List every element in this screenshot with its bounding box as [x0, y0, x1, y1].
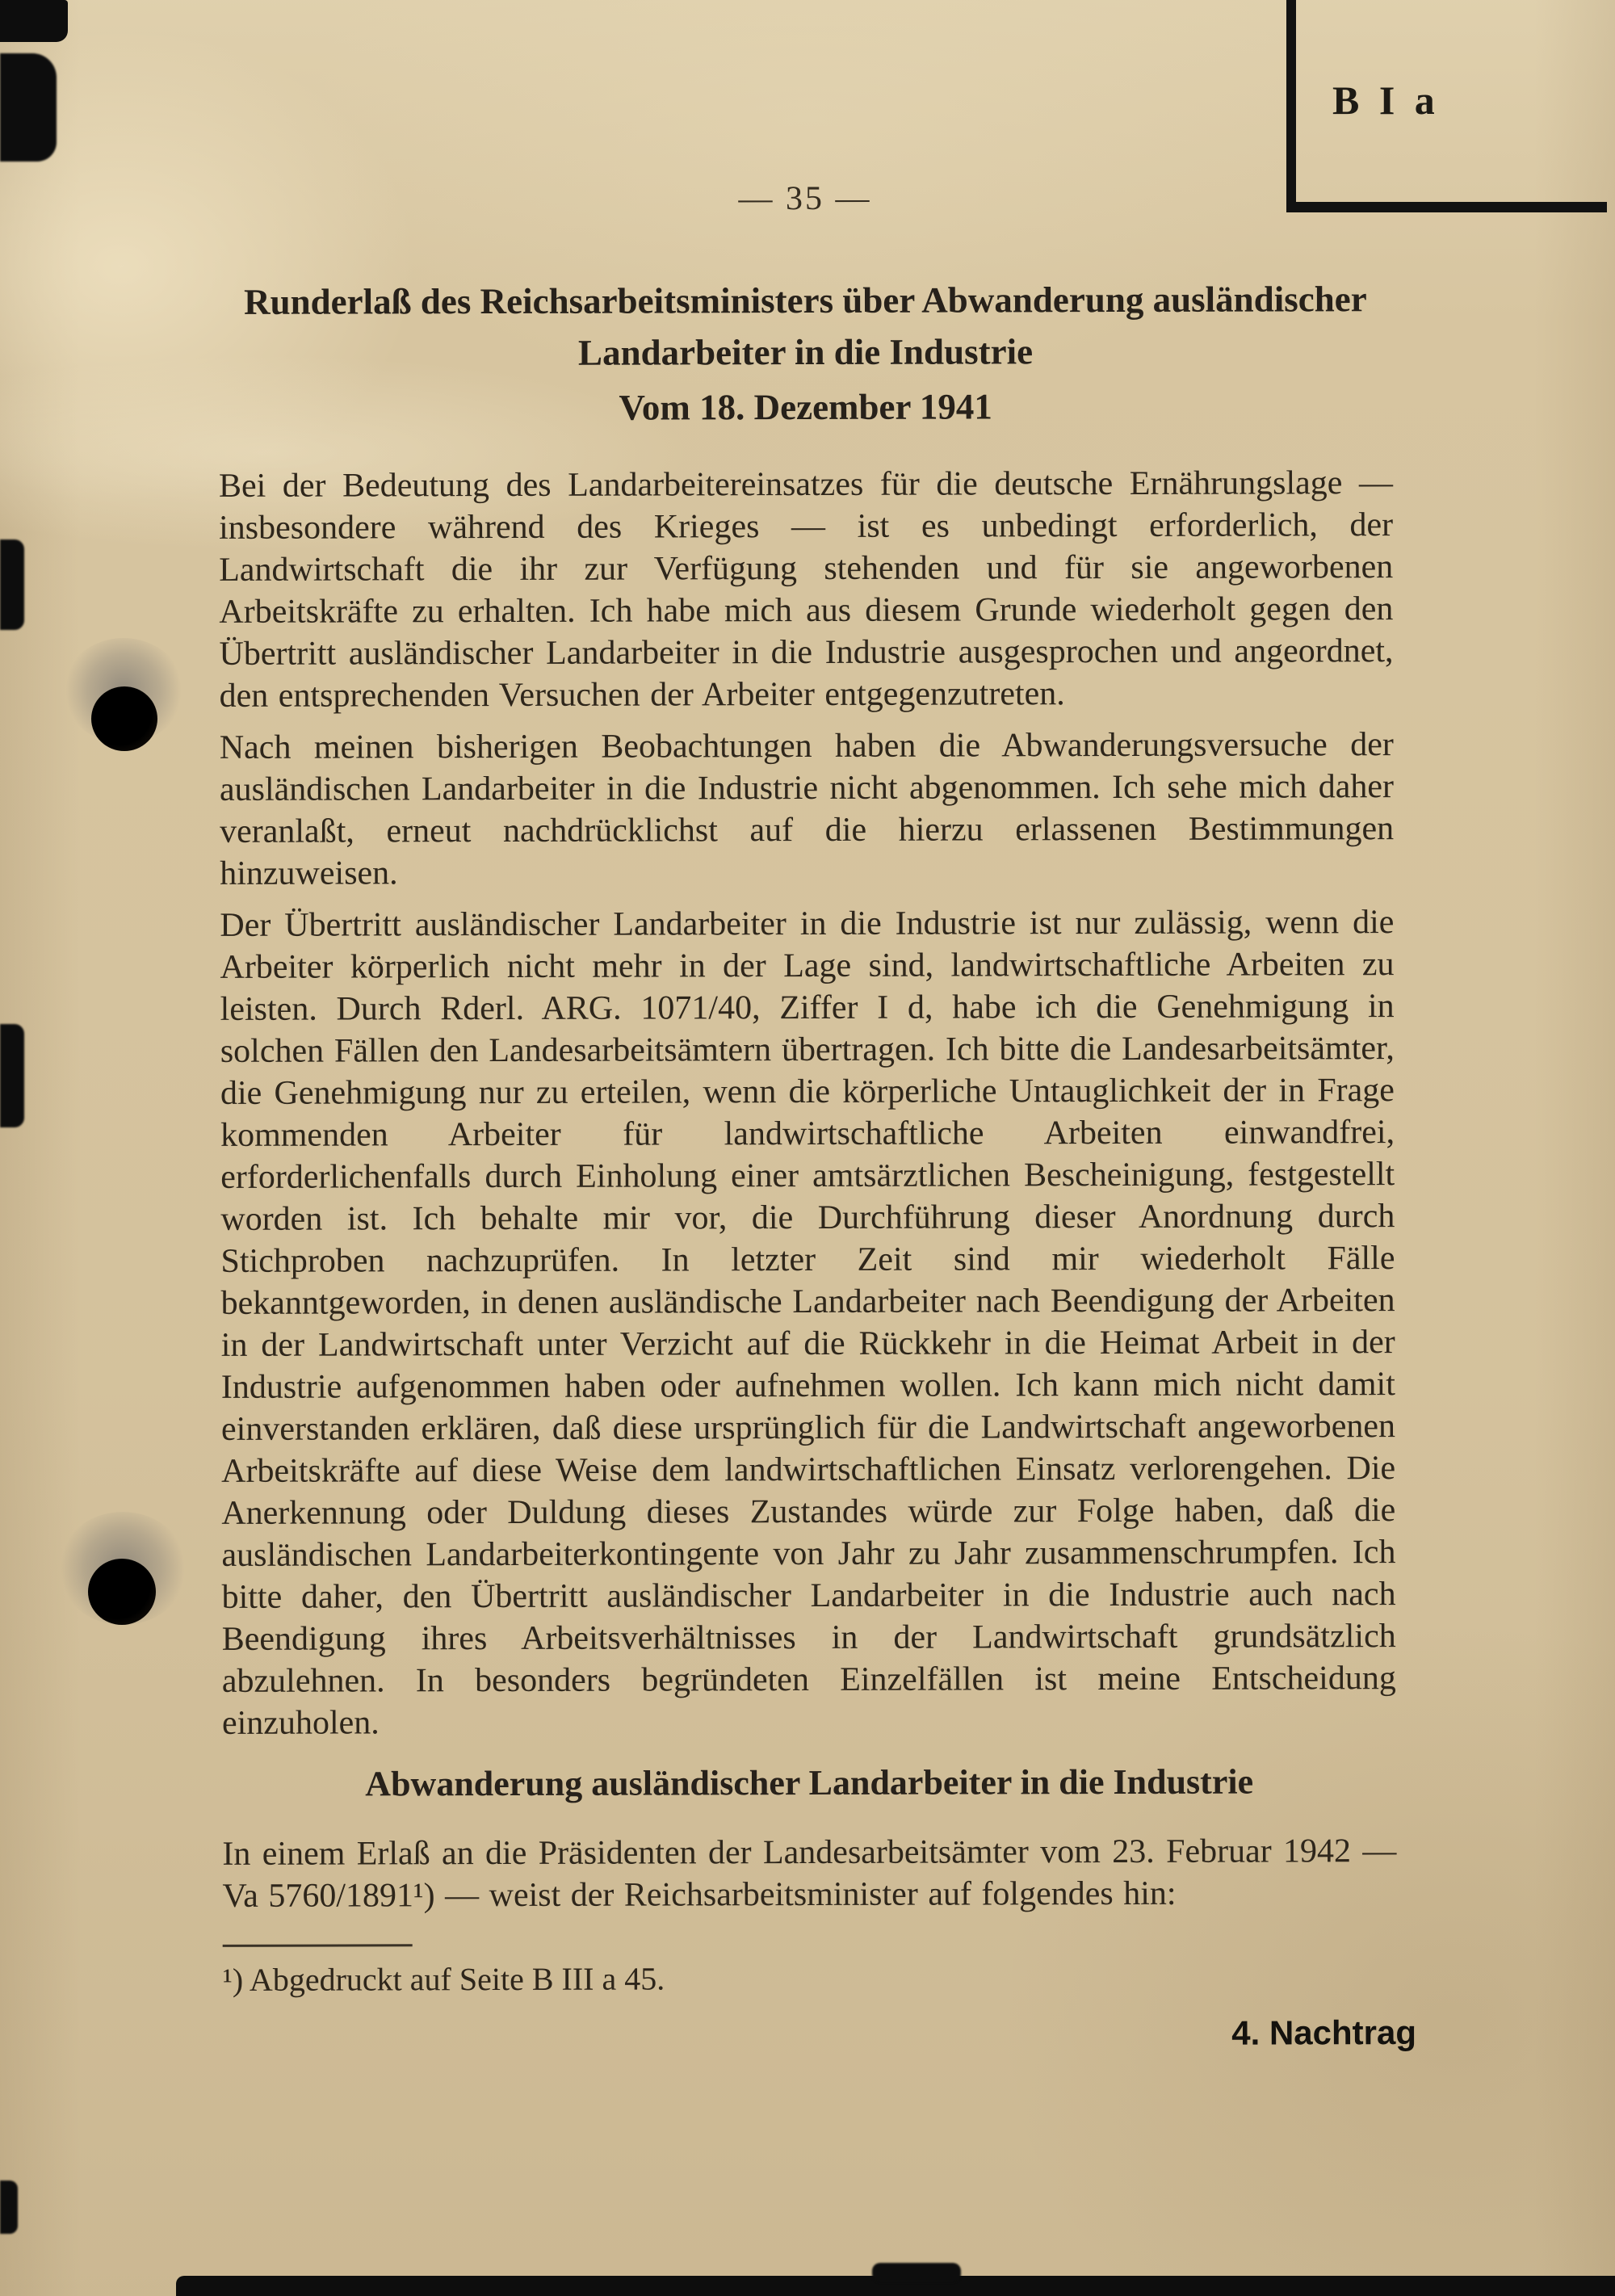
body-paragraph-2: Nach meinen bisherigen Beobachtungen haben die Abwanderungsversuche der ausländischen Landarbeiter in die Industrie nicht abgenommen. Ich sehe mich daher veranlaßt, erneut nachdrücklichst auf die hierzu erlassenen Bestimmungen hinzuweisen.: [219, 726, 1395, 892]
scan-artifact-bottom-nub: [872, 2263, 961, 2282]
section-label: B I a: [1332, 78, 1440, 123]
intro-paragraph: In einem Erlaß an die Präsidenten der Landesarbeitsämter vom 23. Februar 1942 — Va 5760/1891¹) — weist der Reichsarbeitsminister auf folgendes hin:: [222, 1832, 1397, 1915]
scan-artifact-left-edge-1: [0, 539, 24, 630]
document-date: Vom 18. Dezember 1941: [619, 386, 992, 428]
title-line-2: Landarbeiter in die Industrie: [577, 331, 1034, 373]
supplement-label: 4. Nachtrag: [1231, 2013, 1417, 2052]
document-body: [219, 462, 1396, 1744]
scan-artifact-top-left-2: [0, 53, 57, 162]
scan-artifact-left-edge-2: [0, 1024, 24, 1127]
section-intro: [222, 1830, 1396, 1917]
punch-hole-bottom: [88, 1559, 156, 1625]
footnote-block: [223, 1941, 1397, 2000]
title-line-1: Runderlaß des Reichsarbeitsministers über Abwanderung ausländischer: [243, 279, 1367, 322]
scan-artifact-left-edge-3: [0, 2181, 18, 2234]
footnote-rule: [223, 1944, 413, 1947]
document-content: [218, 178, 1417, 2055]
body-paragraph-1: Bei der Bedeutung des Landarbeitereinsatzes für die deutsche Ernährungslage — insbesondere während des Krieges — ist es unbedingt erforderlich, der Landwirtschaft die ihr zur Verfügung stehenden und für sie angeworbenen Arbeitskräfte zu erhalten. Ich habe mich aus diesem Grunde wiederholt gegen den Übertritt ausländischer Landarbeiter in die Industrie ausgesprochen und angeordnet, den entsprechenden Versuchen der Arbeiter entgegenzutreten.: [218, 464, 1394, 715]
page-number: — 35 —: [738, 179, 872, 218]
punch-hole-top: [91, 686, 157, 751]
body-paragraph-3: Der Übertritt ausländischer Landarbeiter in die Industrie ist nur zulässig, wenn die Arbeiter körperlich nicht mehr in der Lage sind, landwirtschaftliche Arbeiten zu leisten. Durch Rderl. ARG. 1071/40, Ziffer I d, habe ich die Genehmigung in solchen Fällen den Landesarbeitsämtern übertragen. Ich bitte die Landesarbeitsämter, die Genehmigung nur zu erteilen, wenn die körperliche Untauglichkeit der in Frage kommenden Arbeiter für landwirtschaftliche Arbeiten einwandfrei, erforderlichenfalls durch Einholung einer amtsärztlichen Bescheinigung, festgestellt worden ist. Ich behalte mir vor, die Durchführung dieser Anordnung durch Stichproben nachzuprüfen. In letzter Zeit sind mir wiederholt Fälle bekanntgeworden, in denen ausländische Landarbeiter nach Beendigung der Arbeiten in der Landwirtschaft unter Verzicht auf die Rückkehr in die Heimat Arbeit in der Industrie aufgenommen haben oder aufnehmen wollen. Ich kann mich nicht damit einverstanden erklären, daß diese ursprünglich für die Landwirtschaft angeworbenen Arbeitskräfte auf diese Weise dem landwirtschaftlichen Einsatz verlorengehen. Die Anerkennung oder Duldung dieses Zustandes würde zur Folge haben, daß die ausländischen Landarbeiterkontingente von Jahr zu Jahr zusammenschrumpfen. Ich bitte daher, den Übertritt ausländischer Landarbeiter in die Industrie auch nach Beendigung ihres Arbeitsverhältnisses in der Landwirtschaft grundsätzlich abzulehnen. In besonders begründeten Einzelfällen ist meine Entscheidung einzuholen.: [220, 904, 1396, 1742]
footnote-text: ¹) Abgedruckt auf Seite B III a 45.: [222, 1960, 665, 1998]
section-heading: Abwanderung ausländischer Landarbeiter in die Industrie: [365, 1761, 1254, 1804]
document-title: [218, 273, 1392, 380]
scan-artifact-top-left-1: [0, 0, 68, 42]
